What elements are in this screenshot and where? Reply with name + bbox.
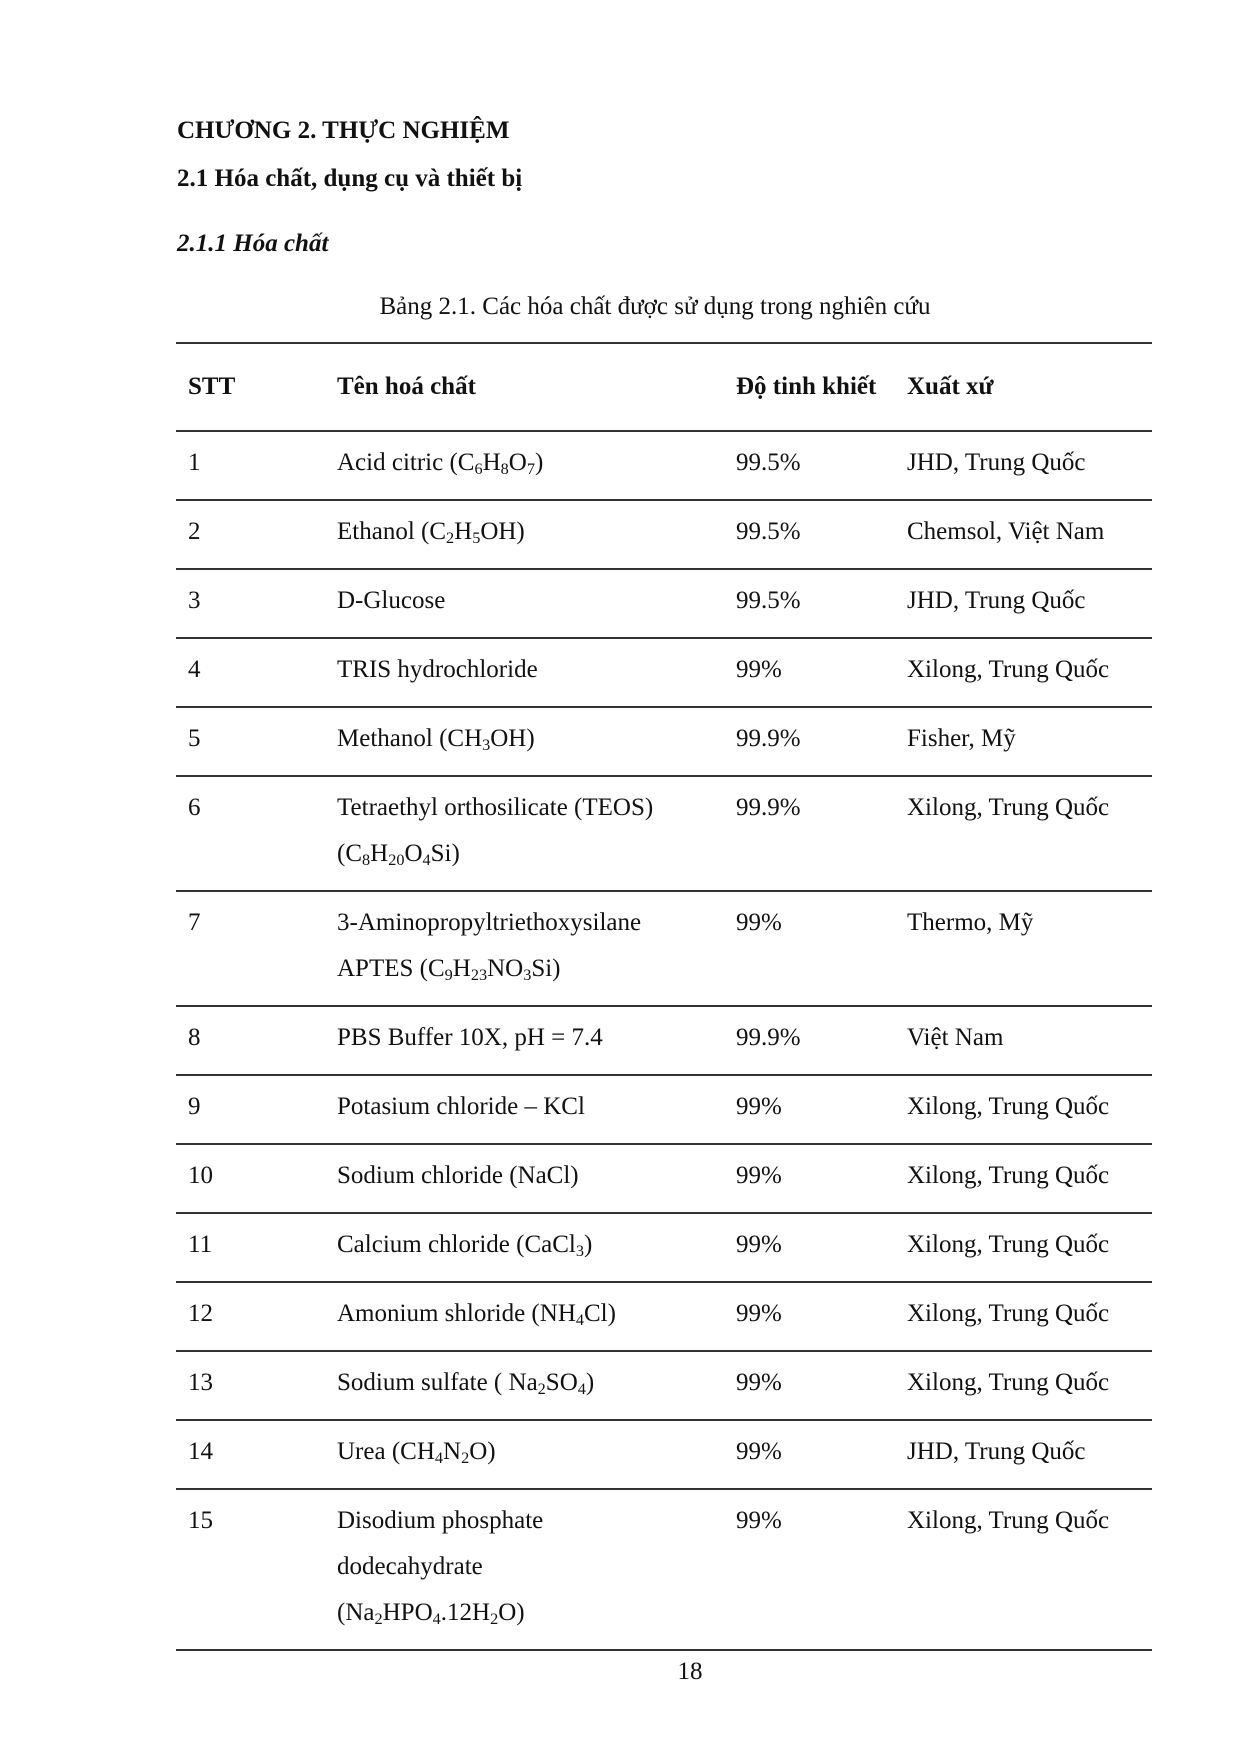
cell-origin: Xilong, Trung Quốc: [895, 1075, 1152, 1144]
chemical-name-line: [337, 509, 724, 555]
formula-text: Methanol (CH: [337, 725, 483, 752]
cell-origin: Xilong, Trung Quốc: [895, 1144, 1152, 1213]
formula-text: TRIS hydrochloride: [337, 656, 538, 683]
cell-chemical-name: [325, 707, 724, 776]
table-row: [176, 1075, 1152, 1144]
chemical-name-line: [337, 785, 724, 831]
formula-text: N: [443, 1438, 462, 1465]
formula-text: ): [585, 1369, 595, 1396]
chemical-name-line: [337, 1429, 724, 1475]
cell-purity: 99%: [724, 1420, 895, 1489]
formula-subscript: 3: [523, 966, 532, 984]
table-row: [176, 1144, 1152, 1213]
formula-subscript: 3: [575, 1242, 584, 1260]
cell-chemical-name: [325, 569, 724, 638]
cell-purity: 99%: [724, 1351, 895, 1420]
chemical-name-line: [337, 716, 724, 762]
cell-stt: 9: [176, 1075, 325, 1144]
cell-chemical-name: [325, 1420, 724, 1489]
cell-origin: Thermo, Mỹ: [895, 891, 1152, 1006]
formula-text: PBS Buffer 10X, pH = 7.4: [337, 1024, 603, 1051]
chemical-name-line: [337, 946, 724, 992]
table-row: [176, 569, 1152, 638]
formula-text: O: [404, 840, 423, 867]
cell-stt: 15: [176, 1489, 325, 1650]
page-number: 18: [677, 1658, 703, 1685]
formula-text: H: [454, 518, 473, 545]
table-row: [176, 707, 1152, 776]
chemical-name-line: [337, 1498, 724, 1544]
chemical-name-line: [337, 440, 724, 486]
cell-purity: 99.9%: [724, 1006, 895, 1075]
table-row: [176, 431, 1152, 500]
cell-chemical-name: [325, 638, 724, 707]
cell-purity: 99.5%: [724, 569, 895, 638]
formula-text: dodecahydrate: [337, 1553, 483, 1580]
cell-chemical-name: [325, 1075, 724, 1144]
chemical-name-line: [337, 578, 724, 624]
chemical-name-line: [337, 1222, 724, 1268]
cell-chemical-name: [325, 776, 724, 891]
formula-text: 3-Aminopropyltriethoxysilane: [337, 909, 642, 936]
formula-text: Acid citric (C: [337, 449, 475, 476]
table-row: [176, 1282, 1152, 1351]
cell-chemical-name: [325, 1006, 724, 1075]
cell-origin: Xilong, Trung Quốc: [895, 1351, 1152, 1420]
cell-chemical-name: [325, 1351, 724, 1420]
cell-origin: Chemsol, Việt Nam: [895, 500, 1152, 569]
cell-purity: 99.9%: [724, 707, 895, 776]
table-row: [176, 1489, 1152, 1650]
cell-purity: 99%: [724, 638, 895, 707]
cell-chemical-name: [325, 1144, 724, 1213]
formula-text: Tetraethyl orthosilicate (TEOS): [337, 794, 654, 821]
table-row: [176, 1213, 1152, 1282]
cell-chemical-name: [325, 500, 724, 569]
cell-chemical-name: [325, 431, 724, 500]
cell-origin: Xilong, Trung Quốc: [895, 1489, 1152, 1650]
formula-text: (Na: [337, 1599, 375, 1626]
chemical-name-line: [337, 647, 724, 693]
cell-stt: 5: [176, 707, 325, 776]
formula-subscript: 23: [470, 966, 488, 984]
chapter-title: CHƯƠNG 2. THỰC NGHIỆM: [177, 117, 510, 144]
cell-chemical-name: [325, 1489, 724, 1650]
cell-origin: Fisher, Mỹ: [895, 707, 1152, 776]
cell-chemical-name: [325, 891, 724, 1006]
formula-text: O: [508, 449, 527, 476]
formula-text: SO: [545, 1369, 578, 1396]
formula-text: H: [370, 840, 389, 867]
cell-chemical-name: [325, 1282, 724, 1351]
formula-text: APTES (C: [337, 955, 445, 982]
formula-subscript: 4: [575, 1311, 584, 1329]
formula-text: H: [482, 449, 501, 476]
formula-subscript: 2: [490, 1610, 499, 1628]
cell-stt: 3: [176, 569, 325, 638]
subsection-title: 2.1.1 Hóa chất: [177, 230, 329, 257]
formula-text: ): [534, 449, 544, 476]
section-title: 2.1 Hóa chất, dụng cụ và thiết bị: [177, 165, 523, 192]
formula-text: Sodium sulfate ( Na: [337, 1369, 538, 1396]
chemical-name-line: [337, 900, 724, 946]
formula-text: NO: [487, 955, 524, 982]
table-caption: Bảng 2.1. Các hóa chất được sử dụng trong nghiên cứu: [379, 293, 931, 320]
formula-subscript: 20: [388, 851, 405, 869]
cell-stt: 2: [176, 500, 325, 569]
formula-text: Disodium phosphate: [337, 1507, 544, 1534]
cell-origin: JHD, Trung Quốc: [895, 431, 1152, 500]
formula-text: O): [469, 1438, 496, 1465]
cell-purity: 99%: [724, 1489, 895, 1650]
cell-stt: 10: [176, 1144, 325, 1213]
formula-text: Amonium shloride (NH: [337, 1300, 576, 1327]
formula-text: Calcium chloride (CaCl: [337, 1231, 576, 1258]
formula-text: Sodium chloride (NaCl): [337, 1162, 579, 1189]
formula-text: H: [452, 955, 471, 982]
formula-subscript: 4: [432, 1610, 441, 1628]
cell-stt: 8: [176, 1006, 325, 1075]
formula-subscript: 3: [482, 736, 491, 754]
formula-text: ): [583, 1231, 593, 1258]
header-purity: Độ tinh khiết: [724, 343, 895, 431]
formula-subscript: 8: [500, 460, 509, 478]
cell-origin: Việt Nam: [895, 1006, 1152, 1075]
formula-subscript: 4: [434, 1449, 444, 1467]
chemical-name-line: [337, 1291, 724, 1337]
cell-origin: Xilong, Trung Quốc: [895, 776, 1152, 891]
formula-text: Urea (CH: [337, 1438, 435, 1465]
cell-origin: Xilong, Trung Quốc: [895, 1282, 1152, 1351]
formula-subscript: 8: [362, 851, 371, 869]
cell-stt: 13: [176, 1351, 325, 1420]
formula-text: D-Glucose: [337, 587, 446, 614]
formula-text: Cl): [584, 1300, 616, 1327]
formula-text: (C: [337, 840, 362, 867]
chemicals-table: [176, 342, 1152, 1651]
cell-origin: Xilong, Trung Quốc: [895, 638, 1152, 707]
formula-text: OH): [480, 518, 525, 545]
formula-text: Potasium chloride – KCl: [337, 1093, 585, 1120]
header-chemical-name: Tên hoá chất: [325, 343, 724, 431]
chemical-name-line: [337, 1590, 724, 1636]
cell-stt: 7: [176, 891, 325, 1006]
formula-text: HPO: [382, 1599, 433, 1626]
cell-stt: 6: [176, 776, 325, 891]
chemical-name-line: [337, 1084, 724, 1130]
chemical-name-line: [337, 1015, 724, 1061]
formula-subscript: 4: [422, 851, 431, 869]
cell-chemical-name: [325, 1213, 724, 1282]
table-row: [176, 1420, 1152, 1489]
cell-purity: 99%: [724, 1213, 895, 1282]
cell-origin: JHD, Trung Quốc: [895, 1420, 1152, 1489]
table-row: [176, 500, 1152, 569]
table-row: [176, 1006, 1152, 1075]
cell-stt: 14: [176, 1420, 325, 1489]
formula-text: O): [498, 1599, 525, 1626]
formula-text: OH): [490, 725, 535, 752]
formula-subscript: 7: [526, 460, 535, 478]
cell-purity: 99.5%: [724, 500, 895, 569]
table-row: [176, 891, 1152, 1006]
formula-text: Si): [430, 840, 460, 867]
cell-stt: 1: [176, 431, 325, 500]
cell-origin: Xilong, Trung Quốc: [895, 1213, 1152, 1282]
header-origin: Xuất xứ: [895, 343, 1152, 431]
table-row: [176, 638, 1152, 707]
formula-text: Si): [531, 955, 561, 982]
cell-origin: JHD, Trung Quốc: [895, 569, 1152, 638]
formula-subscript: 5: [472, 529, 481, 547]
cell-purity: 99%: [724, 1144, 895, 1213]
table-body: [176, 431, 1152, 1650]
formula-subscript: 2: [537, 1380, 546, 1398]
formula-subscript: 6: [474, 460, 483, 478]
table-row: [176, 1351, 1152, 1420]
formula-subscript: 2: [446, 529, 455, 547]
cell-purity: 99%: [724, 891, 895, 1006]
formula-text: Ethanol (C: [337, 518, 447, 545]
chemical-name-line: [337, 1153, 724, 1199]
cell-stt: 12: [176, 1282, 325, 1351]
cell-purity: 99.9%: [724, 776, 895, 891]
formula-subscript: 2: [374, 1610, 383, 1628]
header-stt: STT: [176, 343, 325, 431]
cell-purity: 99.5%: [724, 431, 895, 500]
chemical-name-line: [337, 1544, 724, 1590]
formula-subscript: 9: [444, 966, 453, 984]
cell-purity: 99%: [724, 1075, 895, 1144]
formula-text: .12H: [440, 1599, 491, 1626]
cell-purity: 99%: [724, 1282, 895, 1351]
cell-stt: 11: [176, 1213, 325, 1282]
chemical-name-line: [337, 831, 724, 877]
table-header-row: [176, 343, 1152, 431]
formula-subscript: 2: [461, 1449, 470, 1467]
formula-subscript: 4: [577, 1380, 586, 1398]
chemical-name-line: [337, 1360, 724, 1406]
cell-stt: 4: [176, 638, 325, 707]
table-row: [176, 776, 1152, 891]
